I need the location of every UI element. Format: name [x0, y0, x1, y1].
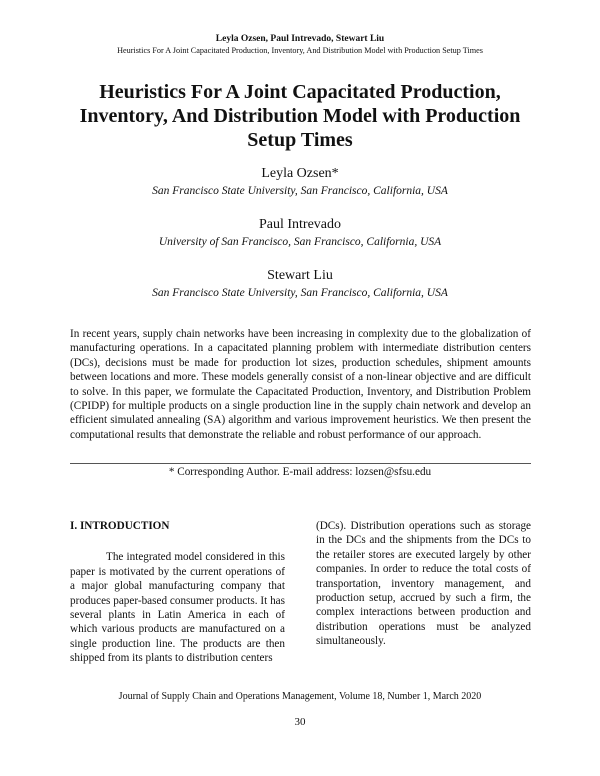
author-affiliation: San Francisco State University, San Francisco, California, USA — [152, 185, 448, 197]
page-number: 30 — [294, 716, 306, 728]
author-block-3 — [0, 267, 600, 300]
author-block-2 — [0, 216, 600, 249]
paper-title: Heuristics For A Joint Capacitated Production, Inventory, And Distribution Model with Production Setup Times — [79, 81, 521, 151]
abstract: In recent years, supply chain networks have been increasing in complexity due to the globalization of manufacturing operations. In a capacitated planning problem with intermediate distribution centers (DCs), decisions must be made for production lot sizes, production schedules, shipment amounts between locations and more. These models generally consist of a non-linear objective and are difficult to solve. In this paper, we formulate the Capacitated Production, Inventory, and Distribution Problem (CPIDP) for multiple products on a single production line in the supply chain network and develop an efficient simulated annealing (SA) algorithm and various improvement heuristics. We then present the computational results that demonstrate the reliable and robust performance of our approach. — [70, 328, 531, 441]
author-name: Leyla Ozsen* — [261, 166, 339, 181]
section-heading: I. INTRODUCTION — [70, 520, 170, 532]
intro-paragraph-right: (DCs). Distribution operations such as storage in the DCs and the shipments from the DCs to the retailer stores are executed largely by other companies. In order to reduce the total costs of transportation, inventory management, and production setup, accrued by such a firm, the complex interactions between production and distribution operations must be analyzed simultaneously. — [316, 520, 531, 648]
author-block-1 — [0, 165, 600, 198]
author-name: Stewart Liu — [267, 268, 333, 283]
left-column — [70, 519, 285, 666]
author-affiliation: University of San Francisco, San Francisco, California, USA — [158, 236, 442, 248]
author-affiliation: San Francisco State University, San Francisco, California, USA — [152, 287, 448, 299]
author-name: Paul Intrevado — [258, 217, 342, 232]
intro-paragraph-left: The integrated model considered in this paper is motivated by the current operations of a major global manufacturing company that produces paper-based consumer products. It has several plants in Latin America in each of which various products are manufactured on a single production line. The products are then shipped from its plants to distribution centers — [70, 551, 285, 665]
running-header-title: Heuristics For A Joint Capacitated Production, Inventory, And Distribution Model with Production Setup Times — [117, 46, 483, 55]
right-column — [316, 519, 531, 649]
journal-footer: Journal of Supply Chain and Operations Management, Volume 18, Number 1, March 2020 — [118, 691, 482, 702]
running-header-authors: Leyla Ozsen, Paul Intrevado, Stewart Liu — [215, 34, 385, 44]
abstract-divider — [70, 463, 531, 464]
corresponding-author-note: * Corresponding Author. E-mail address: lozsen@sfsu.edu — [168, 466, 432, 478]
